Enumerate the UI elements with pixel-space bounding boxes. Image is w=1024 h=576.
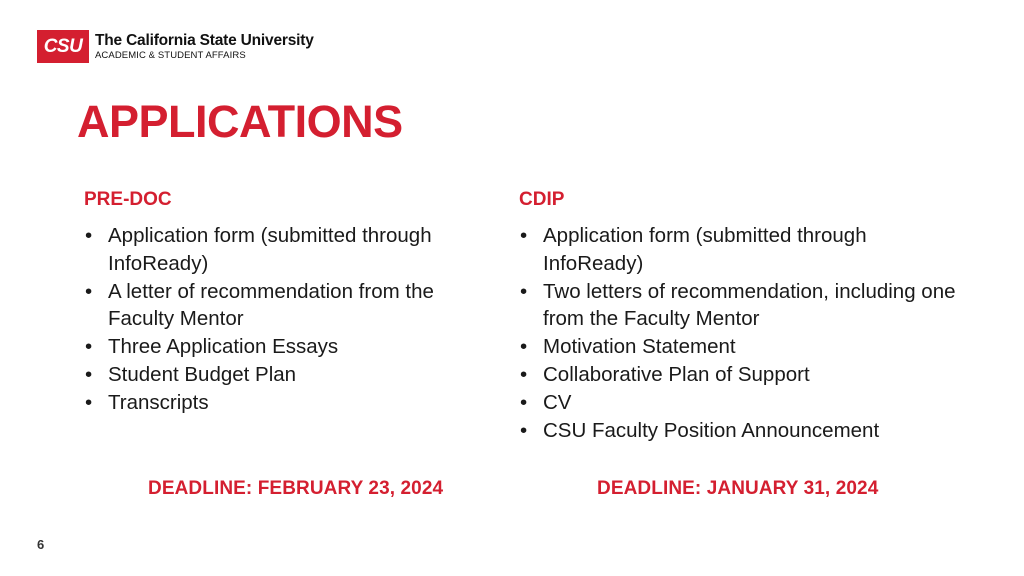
list-item: • Application form (submitted through InfoReady) (520, 224, 867, 275)
logo-text (95, 33, 314, 61)
list-item: • Student Budget Plan (85, 362, 297, 386)
page-number: 6 (37, 537, 45, 552)
cdip-heading: CDIP (519, 189, 565, 210)
cdip-requirements-list (519, 222, 959, 444)
pre-doc-deadline: DEADLINE: FEBRUARY 23, 2024 (148, 478, 444, 499)
list-item: • A letter of recommendation from the Faculty Mentor (85, 279, 434, 331)
pre-doc-column (84, 188, 484, 417)
list-item: • Application form (submitted through InfoReady) (85, 224, 432, 275)
list-item: • CV (520, 390, 572, 414)
csu-logo-mark: CSU (37, 30, 89, 63)
university-name: The California State University (95, 31, 314, 49)
list-item: • Three Application Essays (85, 335, 339, 359)
list-item: • CSU Faculty Position Announcement (520, 418, 880, 442)
cdip-column (519, 188, 959, 444)
csu-logo (37, 30, 314, 63)
pre-doc-heading: PRE-DOC (84, 189, 172, 210)
list-item: • Two letters of recommendation, including one from the Faculty Mentor (520, 279, 956, 331)
pre-doc-requirements-list (84, 222, 484, 417)
list-item: • Collaborative Plan of Support (520, 362, 810, 386)
slide-title: APPLICATIONS (77, 96, 403, 147)
department-name: ACADEMIC & STUDENT AFFAIRS (95, 50, 246, 61)
list-item: • Transcripts (85, 390, 209, 414)
cdip-deadline: DEADLINE: JANUARY 31, 2024 (597, 478, 879, 499)
list-item: • Motivation Statement (520, 335, 736, 359)
